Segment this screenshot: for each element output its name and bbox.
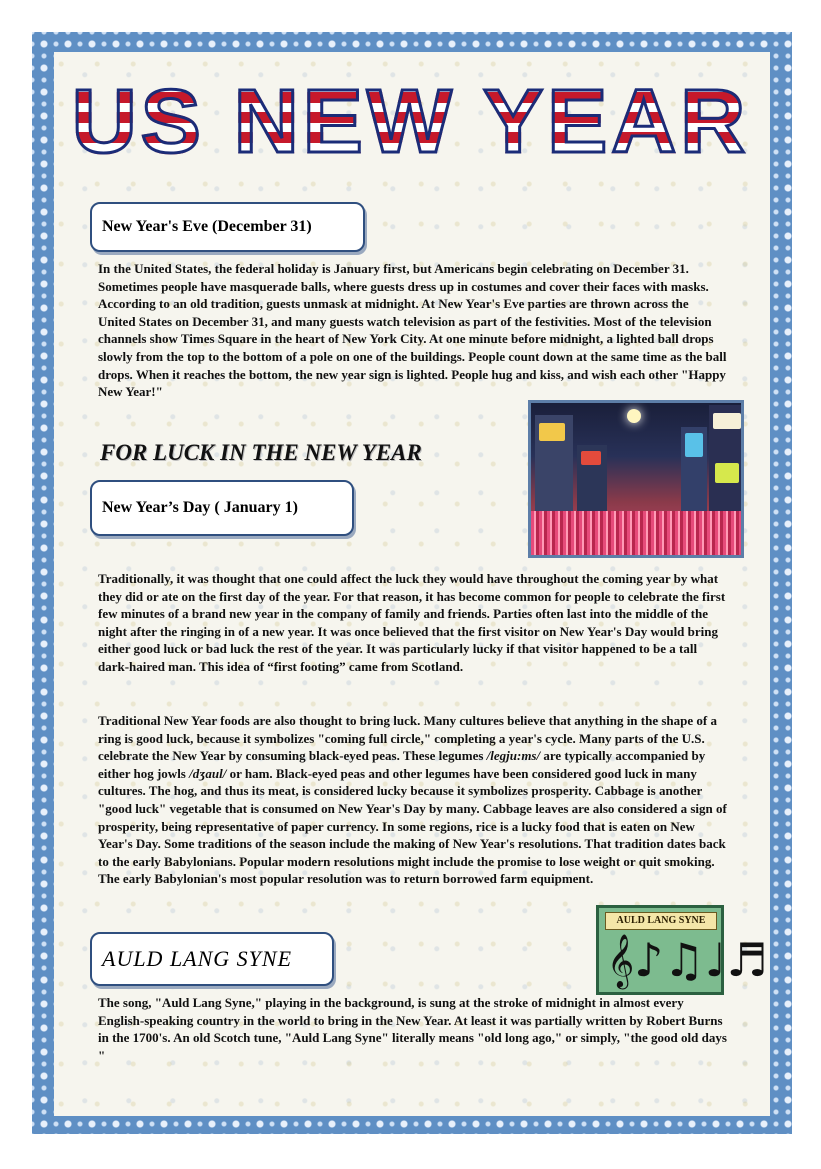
day-paragraph: Traditionally, it was thought that one could affect the luck they would have throughout the coming year by what they did or ate on the first day of the year. For that reason, it has become common for people to celebrate the first few minutes of a brand new year in the company of family and friends. Parties often last into the middle of the night after the ringing in of a new year. It was once believed that the first visitor on New Year's Day would bring either good luck or bad luck the rest of the year. It was particularly lucky if that visitor happened to be a tall dark-haired man. This idea of “first footing” came from Scotland. (98, 571, 726, 674)
luck-heading: FOR LUCK IN THE NEW YEAR (100, 440, 422, 465)
auld-lang-syne-image (596, 905, 768, 995)
phonetic-legumes: /legju:ms/ (486, 748, 541, 764)
music-label: AULD LANG SYNE (605, 912, 717, 930)
music-notes-icon: 𝄞♪♫♩♬ (607, 933, 768, 987)
page-title: US NEW YEAR (0, 72, 821, 172)
section-heading-day: New Year’s Day ( January 1) (90, 480, 354, 536)
foods-paragraph (98, 712, 730, 888)
phonetic-jowls: /dʒaul/ (189, 765, 227, 781)
section-heading-auld: AULD LANG SYNE (90, 932, 334, 986)
auld-paragraph: The song, "Auld Lang Syne," playing in the background, is sung at the stroke of midnight in almost every English-speaking country in the world to bring in the New Year. At least it was partially written by Robert Burns in the 1700's. An old Scotch tune, "Auld Lang Syne" literally means "old long ago," or simply, "the good old days " (98, 995, 727, 1063)
section-heading-eve: New Year's Eve (December 31) (90, 202, 365, 252)
foods-text-1: Traditional New Year foods are also thought to bring luck. Many cultures believe that anything in the shape of a ring is good luck, because it symbolizes "coming full circle," completing a year's cycle. Many parts of the U.S. celebrate the New Year by consuming black-eyed peas. These legumes (98, 713, 717, 764)
eve-paragraph: In the United States, the federal holiday is January first, but Americans begin celebrating on December 31. Sometimes people have masquerade balls, where guests dress up in costumes and cover their faces with masks. According to an old tradition, guests unmask at midnight. At New Year's Eve parties are thrown across the United States on December 31, and many guests watch television as part of the festivities. Most of the television channels show Times Square in the heart of New York City. At one minute before midnight, a lighted ball drops slowly from the top to the bottom of a pole on one of the buildings. People count down at the same time as the ball drops. When it reaches the bottom, the new year sign is lighted. People hug and kiss, and wish each other "Happy New Year!" (98, 261, 727, 400)
foods-text-3: or ham. Black-eyed peas and other legumes have been considered good luck in many cultures. The hog, and thus its meat, is considered lucky because it symbolizes prosperity. Cabbage is another "good luck" vegetable that is consumed on New Year's Day by many. Cabbage leaves are also considered a sign of prosperity, being representative of paper currency. In some regions, rice is a lucky food that is eaten on New Year's Day. Some traditions of the season include the making of New Year's resolutions. That tradition dates back to the early Babylonians. Popular modern resolutions might include the promise to lose weight or quit smoking. The early Babylonian's most popular resolution was to return borrowed farm equipment. (98, 765, 727, 887)
foods-text-2: are typically accompanied by either hog jowls (98, 748, 706, 781)
times-square-photo (528, 400, 744, 558)
